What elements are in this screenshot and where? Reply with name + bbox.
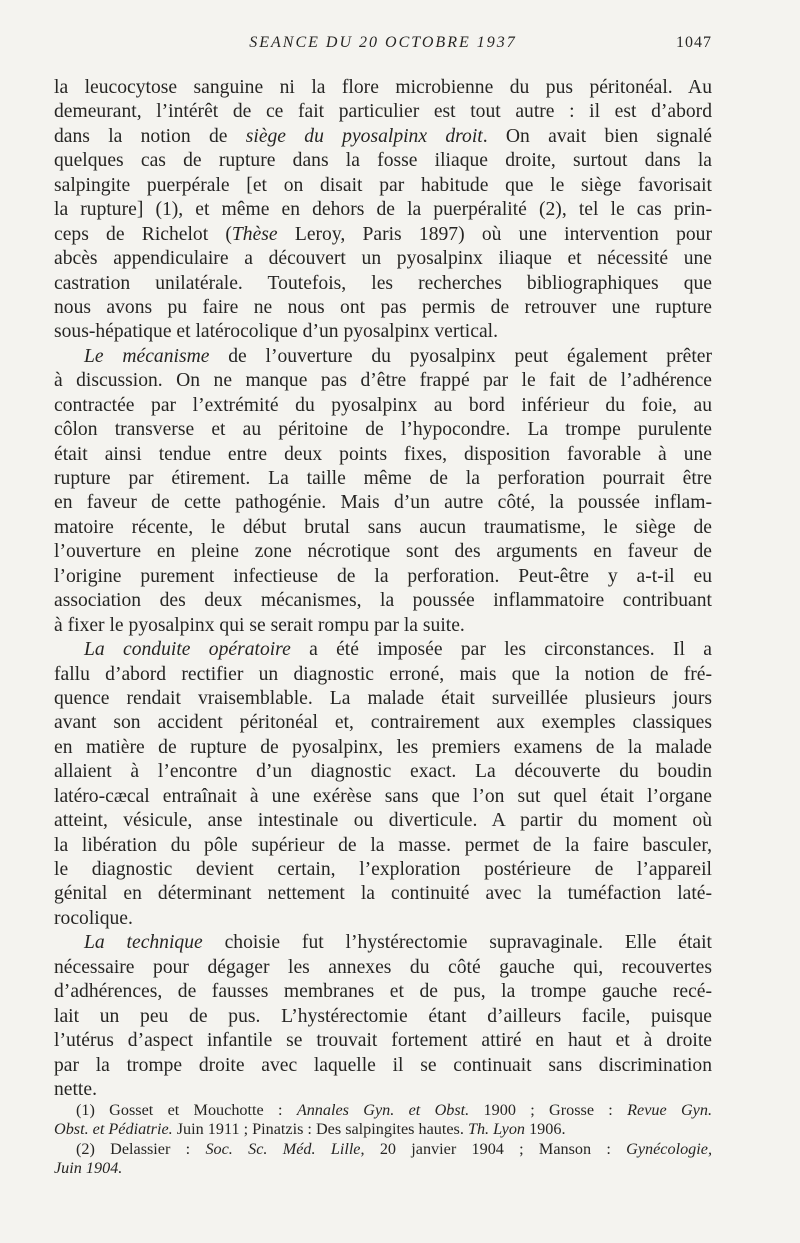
text-line: nous avons pu faire ne nous ont pas permis de retrouver une rupture bbox=[54, 296, 712, 318]
page-number: 1047 bbox=[676, 34, 712, 51]
text-line: à fixer le pyosalpinx qui se serait rompu par la suite. bbox=[54, 614, 465, 636]
footnote-line: Obst. et Pédiatrie. Juin 1911 ; Pinatzis : Des salpingites hautes. Th. Lyon 1906. bbox=[54, 1120, 566, 1139]
page-header bbox=[54, 34, 712, 58]
text-line: ceps de Richelot (Thèse Leroy, Paris 1897) où une intervention pour bbox=[54, 223, 712, 245]
footnote-line: (2) Delassier : Soc. Sc. Méd. Lille, 20 janvier 1904 ; Manson : Gynécologie, bbox=[76, 1139, 712, 1158]
text-line: génital en déterminant nettement la continuité avec la tuméfaction laté- bbox=[54, 883, 712, 905]
text-line: la rupture] (1), et même en dehors de la puerpéralité (2), tel le cas prin- bbox=[54, 199, 712, 221]
text-line: le diagnostic devient certain, l’exploration postérieure de l’appareil bbox=[54, 859, 712, 880]
text-line: à discussion. On ne manque pas d’être frappé par le fait de l’adhérence bbox=[54, 370, 712, 392]
text-line: côlon transverse et au péritoine de l’hypocondre. La trompe purulente bbox=[54, 419, 712, 441]
text-line: d’adhérences, de fausses membranes et de pus, la trompe gauche recé- bbox=[54, 981, 712, 1003]
text-line: quelques cas de rupture dans la fosse iliaque droite, surtout dans la bbox=[54, 150, 712, 172]
text-line: nécessaire pour dégager les annexes du côté gauche qui, recouvertes bbox=[54, 956, 712, 978]
text-line: lait un peu de pus. L’hystérectomie étant d’ailleurs facile, puisque bbox=[54, 1005, 712, 1027]
text-line: l’ouverture en pleine zone nécrotique sont des arguments en faveur de bbox=[54, 541, 712, 563]
text-line: la libération du pôle supérieur de la masse. permet de la faire basculer, bbox=[54, 834, 712, 856]
footnote-line: (1) Gosset et Mouchotte : Annales Gyn. et Obst. 1900 ; Grosse : Revue Gyn. bbox=[76, 1101, 712, 1119]
text-line: La technique choisie fut l’hystérectomie supravaginale. Elle était bbox=[84, 932, 712, 954]
text-line: l’utérus d’aspect infantile se trouvait fortement attiré en haut et à droite bbox=[54, 1030, 712, 1052]
paragraph-conduite-operatoire bbox=[54, 638, 712, 931]
text-line: quence rendait vraisemblable. La malade était surveillée plusieurs jours bbox=[54, 687, 712, 709]
paragraph-mecanisme bbox=[54, 345, 712, 638]
text-line: fallu d’abord rectifier un diagnostic erroné, mais que la notion de fré- bbox=[54, 663, 712, 685]
text-line: par la trompe droite avec laquelle il se continuait sans discrimination bbox=[54, 1054, 712, 1076]
text-line: la leucocytose sanguine ni la flore microbienne du pus péritonéal. Au bbox=[54, 77, 712, 98]
footnote-line: Juin 1904. bbox=[54, 1159, 123, 1178]
text-line: association des deux mécanismes, la poussée inflammatoire contribuant bbox=[54, 590, 712, 612]
text-line: allaient à l’encontre d’un diagnostic exact. La découverte du boudin bbox=[54, 761, 712, 783]
footnotes bbox=[54, 1101, 712, 1179]
text-line: sous-hépatique et latérocolique d’un pyosalpinx vertical. bbox=[54, 321, 498, 343]
text-line: nette. bbox=[54, 1078, 97, 1100]
text-line: castration unilatérale. Toutefois, les recherches bibliographiques que bbox=[54, 272, 712, 294]
text-line: matoire récente, le début brutal sans aucun traumatisme, le siège de bbox=[54, 516, 712, 538]
text-line: était ainsi tendue entre deux points fixes, disposition favorable à une bbox=[54, 443, 712, 465]
text-line: latéro-cæcal entraînait à une exérèse sans que l’on sut quel était l’organe bbox=[54, 785, 712, 807]
text-line: La conduite opératoire a été imposée par les circonstances. Il a bbox=[84, 639, 712, 661]
text-line: abcès appendiculaire a découvert un pyosalpinx iliaque et nécessité une bbox=[54, 248, 712, 270]
text-line: en matière de rupture de pyosalpinx, les premiers examens de la malade bbox=[54, 736, 712, 758]
text-line: l’origine purement infectieuse de la perforation. Peut-être y a-t-il eu bbox=[54, 565, 712, 587]
paragraph-technique bbox=[54, 931, 712, 1102]
text-line: atteint, vésicule, anse intestinale ou diverticule. A partir du moment où bbox=[54, 810, 712, 832]
text-line: demeurant, l’intérêt de ce fait particulier est tout autre : il est d’abord bbox=[54, 101, 712, 123]
text-line: en faveur de cette pathogénie. Mais d’un autre côté, la poussée inflam- bbox=[54, 492, 712, 514]
text-line: contractée par l’extrémité du pyosalpinx au bord inférieur du foie, au bbox=[54, 394, 712, 416]
text-line: rocolique. bbox=[54, 907, 133, 929]
text-line: dans la notion de siège du pyosalpinx droit. On avait bien signalé bbox=[54, 125, 712, 147]
text-line: avant son accident péritonéal et, contrairement aux exemples classiques bbox=[54, 712, 712, 734]
text-line: rupture par étirement. La taille même de la perforation pourrait être bbox=[54, 468, 712, 489]
text-line: salpingite puerpérale [et on disait par habitude que le siège favorisait bbox=[54, 174, 712, 196]
running-title: SEANCE DU 20 OCTOBRE 1937 bbox=[249, 34, 517, 51]
text-line: Le mécanisme de l’ouverture du pyosalpinx peut également prêter bbox=[84, 345, 712, 367]
paragraph-siege bbox=[54, 76, 712, 345]
body-text bbox=[54, 76, 712, 1102]
